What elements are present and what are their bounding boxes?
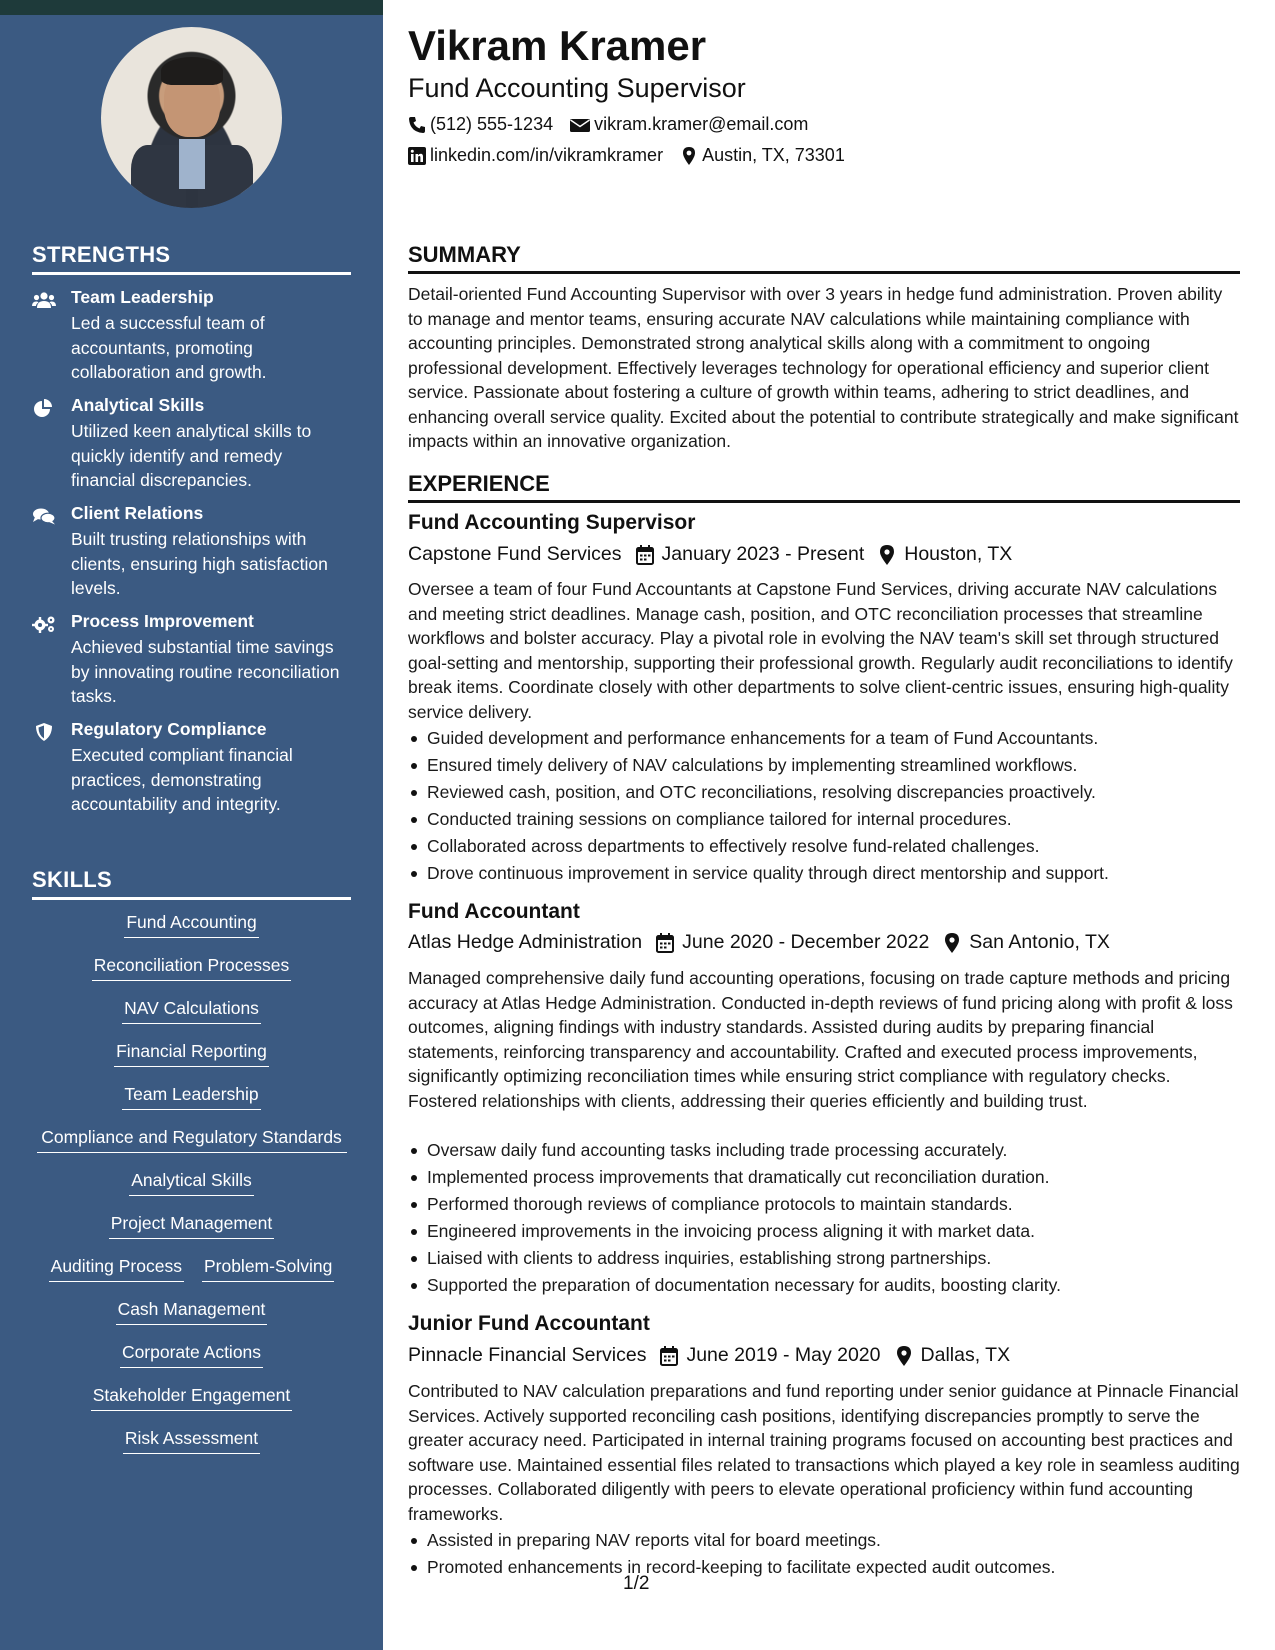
map-pin-icon (943, 933, 961, 953)
strengths-heading: STRENGTHS (32, 242, 351, 275)
users-icon (32, 291, 56, 309)
job-bullets (408, 726, 1240, 889)
skill-tag: NAV Calculations (122, 996, 261, 1024)
phone-text: (512) 555-1234 (430, 114, 554, 134)
job-company: Capstone Fund Services (408, 543, 622, 565)
contact-row (408, 114, 808, 135)
linkedin-link[interactable]: linkedin.com/in/vikramkramer (430, 145, 664, 165)
linkedin-icon (408, 147, 426, 165)
envelope-icon (570, 116, 590, 134)
sidebar (0, 0, 383, 1650)
contact-row (408, 145, 845, 166)
calendar-icon (656, 933, 674, 953)
location-text: Austin, TX, 73301 (702, 145, 845, 165)
bullet-item: Guided development and performance enhancements for a team of Fund Accountants. (408, 726, 1240, 751)
skill-tag: Cash Management (116, 1297, 268, 1325)
job-location: Houston, TX (904, 543, 1013, 565)
job-company: Atlas Hedge Administration (408, 931, 643, 953)
strength-description: Built trusting relationships with clients, ensuring high satisfaction levels. (71, 529, 328, 598)
strength-title: Analytical Skills (71, 395, 205, 415)
job-meta (408, 543, 1012, 566)
shield-icon (32, 723, 56, 741)
skill-tag: Fund Accounting (124, 910, 258, 938)
job-description: Contributed to NAV calculation preparations and fund reporting under senior guidance at Pinnacle Financial Services. Actively supported reconciling cash positions, identifying discrepancies promptly to serve the greater accuracy need. Participated in internal training programs focused on accounting best practices and software use. Maintained essential files related to transactions which played a key role in seamless auditing processes. Collaborated diligently with peers to elevate operational proficiency within fund accounting frameworks. (408, 1381, 1240, 1524)
cogs-icon (32, 615, 56, 633)
map-pin-icon (680, 147, 698, 165)
skill-tag: Team Leadership (122, 1082, 260, 1110)
skill-tag: Risk Assessment (123, 1426, 260, 1454)
job-title: Junior Fund Accountant (408, 1312, 650, 1335)
strength-description: Led a successful team of accountants, promoting collaboration and growth. (71, 313, 267, 382)
strength-description: Achieved substantial time savings by innovating routine reconciliation tasks. (71, 637, 340, 706)
bullet-item: Supported the preparation of documentation necessary for audits, boosting clarity. (408, 1273, 1240, 1298)
strength-description: Executed compliant financial practices, demonstrating accountability and integrity. (71, 745, 293, 814)
job-dates: June 2019 - May 2020 (686, 1344, 881, 1366)
job-title: Fund Accountant (408, 900, 580, 923)
skill-tag: Analytical Skills (129, 1168, 254, 1196)
job-location: San Antonio, TX (969, 931, 1110, 953)
candidate-name: Vikram Kramer (408, 22, 707, 69)
calendar-icon (636, 545, 654, 565)
bullet-item: Promoted enhancements in record-keeping to facilitate expected audit outcomes. (408, 1555, 1240, 1580)
bullet-item: Implemented process improvements that dramatically cut reconciliation duration. (408, 1165, 1240, 1190)
strength-title: Regulatory Compliance (71, 719, 267, 739)
skill-tag: Reconciliation Processes (92, 953, 292, 981)
skill-tag: Compliance and Regulatory Standards (37, 1125, 347, 1153)
bullet-item: Oversaw daily fund accounting tasks including trade processing accurately. (408, 1138, 1240, 1163)
job-bullets (408, 1528, 1240, 1582)
job-meta (408, 931, 1110, 954)
skill-tag: Project Management (109, 1211, 274, 1239)
strength-description: Utilized keen analytical skills to quickly identify and remedy financial discrepancies. (71, 421, 312, 490)
skill-tag: Stakeholder Engagement (91, 1383, 293, 1411)
strength-title: Process Improvement (71, 611, 254, 631)
pie-chart-icon (32, 399, 56, 417)
skill-tag: Auditing Process (49, 1254, 184, 1282)
skill-tag: Corporate Actions (120, 1340, 263, 1368)
comments-icon (32, 507, 56, 525)
bullet-item: Assisted in preparing NAV reports vital for board meetings. (408, 1528, 1240, 1553)
sidebar-top-bar (0, 0, 383, 15)
phone-icon (408, 116, 426, 134)
skill-tag: Problem-Solving (202, 1254, 334, 1282)
experience-heading: EXPERIENCE (408, 471, 1240, 503)
bullet-item: Engineered improvements in the invoicing process aligning it with market data. (408, 1219, 1240, 1244)
strength-title: Client Relations (71, 503, 204, 523)
skills-heading: SKILLS (32, 867, 351, 900)
job-company: Pinnacle Financial Services (408, 1344, 647, 1366)
strength-title: Team Leadership (71, 287, 214, 307)
bullet-item: Reviewed cash, position, and OTC reconciliations, resolving discrepancies proactively. (408, 780, 1240, 805)
skills-list (32, 910, 351, 1469)
email-link[interactable]: vikram.kramer@email.com (594, 114, 809, 134)
skill-tag: Financial Reporting (114, 1039, 269, 1067)
bullet-item: Collaborated across departments to effectively resolve fund-related challenges. (408, 834, 1240, 859)
job-location: Dallas, TX (920, 1344, 1011, 1366)
job-meta (408, 1344, 1010, 1367)
bullet-item: Drove continuous improvement in service quality through direct mentorship and support. (408, 861, 1240, 886)
bullet-item: Performed thorough reviews of compliance protocols to maintain standards. (408, 1192, 1240, 1217)
job-dates: June 2020 - December 2022 (682, 931, 930, 953)
summary-heading: SUMMARY (408, 242, 1240, 274)
job-bullets (408, 1138, 1240, 1301)
summary-text: Detail-oriented Fund Accounting Supervisor with over 3 years in hedge fund administration. Proven ability to manage and mentor teams, ensuring accurate NAV calculations while maintaining compliance with accounting principles. Demonstrated strong analytical skills along with a commitment to ongoing professional development. Effectively leverages technology for operational efficiency and superior client service. Passionate about fostering a culture of growth within teams, adhering to strict deadlines, and enhancing overall service quality. Excited about the potential to contribute strategically and make significant impacts within an innovative organization. (408, 284, 1239, 451)
page-number: 1/2 (623, 1573, 650, 1594)
profile-photo (101, 27, 282, 208)
job-title: Fund Accounting Supervisor (408, 511, 696, 534)
map-pin-icon (895, 1346, 913, 1366)
job-description: Managed comprehensive daily fund accounting operations, focusing on trade capture methods and pricing accuracy at Atlas Hedge Administration. Conducted in-depth reviews of fund pricing along with profit & loss outcomes, aligning findings with industry standards. Assisted during audits by preparing financial statements, reinforcing transparency and accountability. Crafted and executed process improvements, significantly optimizing reconciliation times while ensuring strict compliance with regulatory checks. Fostered relationships with clients, addressing their queries efficiently and building trust. (408, 968, 1233, 1111)
job-dates: January 2023 - Present (661, 543, 865, 565)
job-description: Oversee a team of four Fund Accountants at Capstone Fund Services, driving accurate NAV calculations and meeting strict deadlines. Manage cash, position, and OTC reconciliation processes that streamline workflows and bolster accuracy. Play a pivotal role in evolving the NAV team's skill set through structured goal-setting and mentorship, supporting their professional growth. Regularly audit reconciliations to identify break items. Coordinate closely with other departments to solve client-centric issues, ensuring high-quality service delivery. (408, 579, 1233, 722)
bullet-item: Conducted training sessions on compliance tailored for internal procedures. (408, 807, 1240, 832)
map-pin-icon (878, 545, 896, 565)
bullet-item: Ensured timely delivery of NAV calculations by implementing streamlined workflows. (408, 753, 1240, 778)
bullet-item: Liaised with clients to address inquiries, establishing strong partnerships. (408, 1246, 1240, 1271)
calendar-icon (660, 1346, 678, 1366)
candidate-title: Fund Accounting Supervisor (408, 73, 746, 103)
